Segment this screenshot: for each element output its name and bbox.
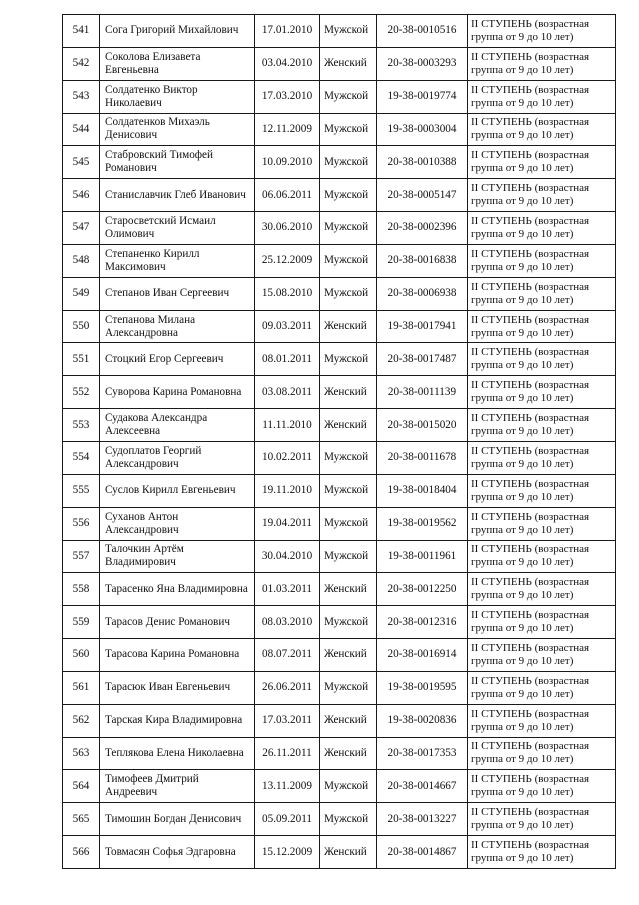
table-row (63, 671, 616, 704)
participant-name: Сога Григорий Михайлович (100, 15, 255, 48)
row-number: 546 (63, 179, 100, 212)
level-group: II СТУПЕНЬ (возрастная группа от 9 до 10 лет) (468, 803, 616, 836)
uin-number: 20-38-0012250 (377, 573, 468, 606)
gender: Мужской (320, 212, 377, 245)
participant-name: Суханов Антон Александрович (100, 507, 255, 540)
participant-name: Судакова Александра Алексеевна (100, 409, 255, 442)
birth-date: 13.11.2009 (255, 770, 320, 803)
level-group: II СТУПЕНЬ (возрастная группа от 9 до 10 лет) (468, 343, 616, 376)
participant-name: Суворова Карина Романовна (100, 376, 255, 409)
table-row (63, 15, 616, 48)
uin-number: 19-38-0018404 (377, 474, 468, 507)
gender: Женский (320, 704, 377, 737)
table-row (63, 80, 616, 113)
row-number: 565 (63, 803, 100, 836)
row-number: 541 (63, 15, 100, 48)
birth-date: 19.11.2010 (255, 474, 320, 507)
table-row (63, 409, 616, 442)
gender: Женский (320, 639, 377, 672)
row-number: 551 (63, 343, 100, 376)
uin-number: 20-38-0014867 (377, 836, 468, 869)
row-number: 555 (63, 474, 100, 507)
participant-name: Тимошин Богдан Денисович (100, 803, 255, 836)
uin-number: 20-38-0012316 (377, 606, 468, 639)
gender: Мужской (320, 15, 377, 48)
gender: Мужской (320, 441, 377, 474)
participant-name: Солдатенко Виктор Николаевич (100, 80, 255, 113)
row-number: 557 (63, 540, 100, 573)
uin-number: 20-38-0014667 (377, 770, 468, 803)
level-group: II СТУПЕНЬ (возрастная группа от 9 до 10 лет) (468, 244, 616, 277)
row-number: 561 (63, 671, 100, 704)
gender: Мужской (320, 671, 377, 704)
birth-date: 09.03.2011 (255, 310, 320, 343)
row-number: 562 (63, 704, 100, 737)
birth-date: 06.06.2011 (255, 179, 320, 212)
level-group: II СТУПЕНЬ (возрастная группа от 9 до 10 лет) (468, 540, 616, 573)
row-number: 566 (63, 836, 100, 869)
gender: Женский (320, 737, 377, 770)
table-row (63, 474, 616, 507)
birth-date: 01.03.2011 (255, 573, 320, 606)
row-number: 564 (63, 770, 100, 803)
participant-name: Старосветский Исмаил Олимович (100, 212, 255, 245)
level-group: II СТУПЕНЬ (возрастная группа от 9 до 10 лет) (468, 310, 616, 343)
gender: Мужской (320, 146, 377, 179)
uin-number: 20-38-0010388 (377, 146, 468, 179)
level-group: II СТУПЕНЬ (возрастная группа от 9 до 10 лет) (468, 80, 616, 113)
row-number: 560 (63, 639, 100, 672)
participant-name: Тарасюк Иван Евгеньевич (100, 671, 255, 704)
level-group: II СТУПЕНЬ (возрастная группа от 9 до 10 лет) (468, 441, 616, 474)
table-row (63, 244, 616, 277)
birth-date: 03.08.2011 (255, 376, 320, 409)
uin-number: 20-38-0010516 (377, 15, 468, 48)
uin-number: 20-38-0015020 (377, 409, 468, 442)
level-group: II СТУПЕНЬ (возрастная группа от 9 до 10 лет) (468, 737, 616, 770)
gender: Мужской (320, 606, 377, 639)
participant-name: Степаненко Кирилл Максимович (100, 244, 255, 277)
table-body (63, 15, 616, 869)
participant-name: Теплякова Елена Николаевна (100, 737, 255, 770)
level-group: II СТУПЕНЬ (возрастная группа от 9 до 10 лет) (468, 606, 616, 639)
level-group: II СТУПЕНЬ (возрастная группа от 9 до 10 лет) (468, 376, 616, 409)
uin-number: 20-38-0011139 (377, 376, 468, 409)
uin-number: 20-38-0017353 (377, 737, 468, 770)
participant-name: Солдатенков Михаэль Денисович (100, 113, 255, 146)
birth-date: 26.11.2011 (255, 737, 320, 770)
birth-date: 17.03.2010 (255, 80, 320, 113)
participant-name: Тарасенко Яна Владимировна (100, 573, 255, 606)
level-group: II СТУПЕНЬ (возрастная группа от 9 до 10 лет) (468, 770, 616, 803)
uin-number: 20-38-0002396 (377, 212, 468, 245)
participant-name: Соколова Елизавета Евгеньевна (100, 47, 255, 80)
participant-name: Тарасов Денис Романович (100, 606, 255, 639)
table-row (63, 146, 616, 179)
participant-name: Стабровский Тимофей Романович (100, 146, 255, 179)
birth-date: 05.09.2011 (255, 803, 320, 836)
uin-number: 19-38-0019595 (377, 671, 468, 704)
row-number: 542 (63, 47, 100, 80)
table-row (63, 540, 616, 573)
table-row (63, 836, 616, 869)
level-group: II СТУПЕНЬ (возрастная группа от 9 до 10 лет) (468, 474, 616, 507)
level-group: II СТУПЕНЬ (возрастная группа от 9 до 10 лет) (468, 671, 616, 704)
table-row (63, 507, 616, 540)
birth-date: 11.11.2010 (255, 409, 320, 442)
birth-date: 15.08.2010 (255, 277, 320, 310)
gender: Женский (320, 47, 377, 80)
gender: Мужской (320, 770, 377, 803)
level-group: II СТУПЕНЬ (возрастная группа от 9 до 10 лет) (468, 179, 616, 212)
level-group: II СТУПЕНЬ (возрастная группа от 9 до 10 лет) (468, 47, 616, 80)
birth-date: 10.09.2010 (255, 146, 320, 179)
row-number: 550 (63, 310, 100, 343)
birth-date: 19.04.2011 (255, 507, 320, 540)
uin-number: 20-38-0003293 (377, 47, 468, 80)
uin-number: 19-38-0003004 (377, 113, 468, 146)
level-group: II СТУПЕНЬ (возрастная группа от 9 до 10 лет) (468, 409, 616, 442)
row-number: 553 (63, 409, 100, 442)
participant-name: Суслов Кирилл Евгеньевич (100, 474, 255, 507)
uin-number: 20-38-0017487 (377, 343, 468, 376)
participant-name: Талочкин Артём Владимирович (100, 540, 255, 573)
level-group: II СТУПЕНЬ (возрастная группа от 9 до 10 лет) (468, 704, 616, 737)
row-number: 543 (63, 80, 100, 113)
level-group: II СТУПЕНЬ (возрастная группа от 9 до 10 лет) (468, 113, 616, 146)
uin-number: 19-38-0020836 (377, 704, 468, 737)
gender: Мужской (320, 277, 377, 310)
table-row (63, 113, 616, 146)
participant-name: Тимофеев Дмитрий Андреевич (100, 770, 255, 803)
gender: Мужской (320, 179, 377, 212)
row-number: 544 (63, 113, 100, 146)
uin-number: 20-38-0016838 (377, 244, 468, 277)
birth-date: 17.03.2011 (255, 704, 320, 737)
table-row (63, 770, 616, 803)
birth-date: 15.12.2009 (255, 836, 320, 869)
level-group: II СТУПЕНЬ (возрастная группа от 9 до 10 лет) (468, 15, 616, 48)
table-row (63, 310, 616, 343)
table-row (63, 343, 616, 376)
participant-name: Тарская Кира Владимировна (100, 704, 255, 737)
gender: Женский (320, 573, 377, 606)
level-group: II СТУПЕНЬ (возрастная группа от 9 до 10 лет) (468, 836, 616, 869)
row-number: 556 (63, 507, 100, 540)
row-number: 549 (63, 277, 100, 310)
participant-name: Станиславчик Глеб Иванович (100, 179, 255, 212)
uin-number: 20-38-0016914 (377, 639, 468, 672)
table-row (63, 47, 616, 80)
gender: Мужской (320, 343, 377, 376)
table-row (63, 441, 616, 474)
gender: Мужской (320, 244, 377, 277)
participant-name: Товмасян Софья Эдгаровна (100, 836, 255, 869)
participant-name: Стоцкий Егор Сергеевич (100, 343, 255, 376)
birth-date: 10.02.2011 (255, 441, 320, 474)
participant-name: Тарасова Карина Романовна (100, 639, 255, 672)
level-group: II СТУПЕНЬ (возрастная группа от 9 до 10 лет) (468, 212, 616, 245)
row-number: 559 (63, 606, 100, 639)
gender: Женский (320, 836, 377, 869)
participants-table (62, 14, 616, 869)
table-row (63, 277, 616, 310)
uin-number: 19-38-0019562 (377, 507, 468, 540)
level-group: II СТУПЕНЬ (возрастная группа от 9 до 10 лет) (468, 573, 616, 606)
participant-name: Степанов Иван Сергеевич (100, 277, 255, 310)
gender: Мужской (320, 474, 377, 507)
table-row (63, 606, 616, 639)
gender: Мужской (320, 803, 377, 836)
birth-date: 26.06.2011 (255, 671, 320, 704)
level-group: II СТУПЕНЬ (возрастная группа от 9 до 10 лет) (468, 507, 616, 540)
uin-number: 20-38-0005147 (377, 179, 468, 212)
gender: Мужской (320, 113, 377, 146)
uin-number: 19-38-0019774 (377, 80, 468, 113)
table-row (63, 179, 616, 212)
row-number: 552 (63, 376, 100, 409)
birth-date: 03.04.2010 (255, 47, 320, 80)
uin-number: 19-38-0011961 (377, 540, 468, 573)
birth-date: 17.01.2010 (255, 15, 320, 48)
row-number: 554 (63, 441, 100, 474)
row-number: 545 (63, 146, 100, 179)
birth-date: 08.01.2011 (255, 343, 320, 376)
row-number: 547 (63, 212, 100, 245)
level-group: II СТУПЕНЬ (возрастная группа от 9 до 10 лет) (468, 277, 616, 310)
row-number: 548 (63, 244, 100, 277)
birth-date: 30.04.2010 (255, 540, 320, 573)
gender: Женский (320, 376, 377, 409)
uin-number: 20-38-0013227 (377, 803, 468, 836)
birth-date: 30.06.2010 (255, 212, 320, 245)
birth-date: 08.07.2011 (255, 639, 320, 672)
uin-number: 20-38-0011678 (377, 441, 468, 474)
birth-date: 25.12.2009 (255, 244, 320, 277)
row-number: 563 (63, 737, 100, 770)
level-group: II СТУПЕНЬ (возрастная группа от 9 до 10 лет) (468, 146, 616, 179)
table-row (63, 212, 616, 245)
level-group: II СТУПЕНЬ (возрастная группа от 9 до 10 лет) (468, 639, 616, 672)
table-row (63, 376, 616, 409)
gender: Женский (320, 310, 377, 343)
participant-name: Судоплатов Георгий Александрович (100, 441, 255, 474)
gender: Мужской (320, 80, 377, 113)
table-row (63, 639, 616, 672)
row-number: 558 (63, 573, 100, 606)
birth-date: 08.03.2010 (255, 606, 320, 639)
table-row (63, 573, 616, 606)
participant-name: Степанова Милана Александровна (100, 310, 255, 343)
table-row (63, 737, 616, 770)
uin-number: 19-38-0017941 (377, 310, 468, 343)
uin-number: 20-38-0006938 (377, 277, 468, 310)
gender: Женский (320, 409, 377, 442)
table-row (63, 803, 616, 836)
gender: Мужской (320, 507, 377, 540)
birth-date: 12.11.2009 (255, 113, 320, 146)
gender: Мужской (320, 540, 377, 573)
table-row (63, 704, 616, 737)
